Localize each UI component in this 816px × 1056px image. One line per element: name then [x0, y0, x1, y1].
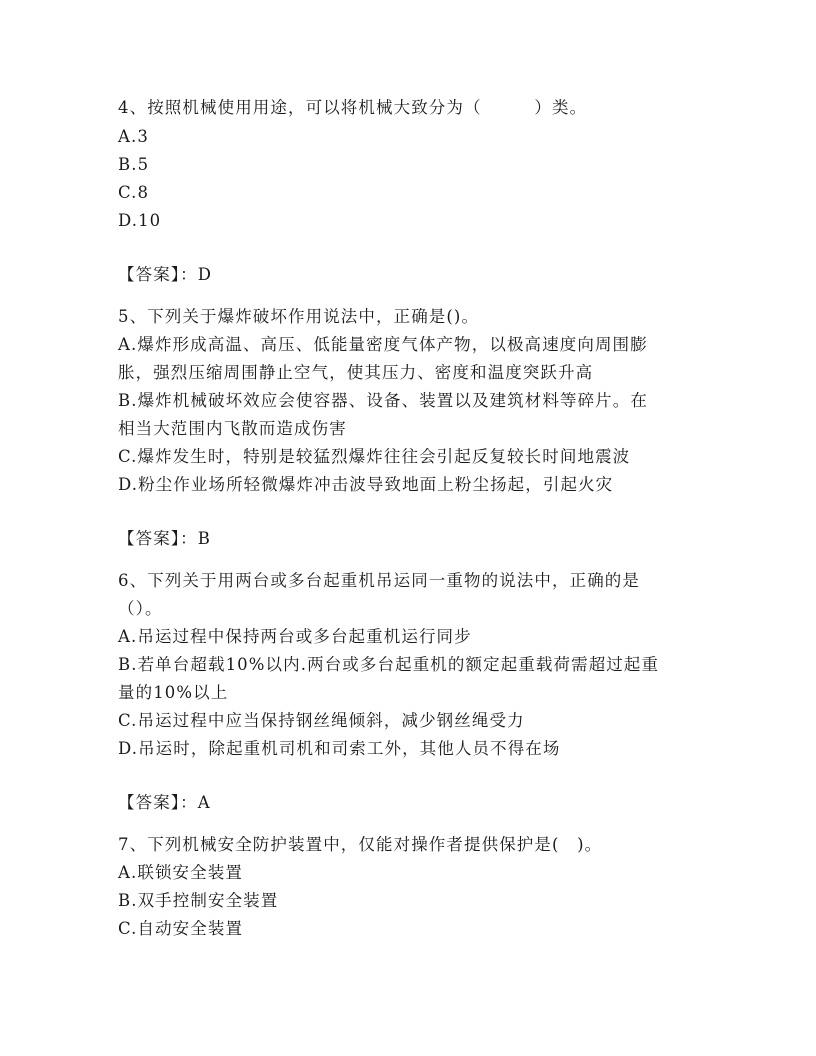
question-7-option-a: A.联锁安全装置 — [118, 863, 243, 882]
question-6-stem: 6、下列关于用两台或多台起重机吊运同一重物的说法中，正确的是 — [118, 571, 640, 590]
question-4-option-d: D.10 — [118, 211, 162, 230]
question-6-option-b: B.若单台超载10%以内.两台或多台起重机的额定起重载荷需超过起重 — [118, 655, 660, 674]
question-5-stem: 5、下列关于爆炸破坏作用说法中，正确是()。 — [118, 307, 480, 326]
question-5-answer: 【答案】：B — [118, 529, 211, 548]
question-7-stem: 7、下列机械安全防护装置中，仅能对操作者提供保护是( )。 — [118, 835, 603, 854]
question-6-option-c: C.吊运过程中应当保持钢丝绳倾斜，减少钢丝绳受力 — [118, 711, 525, 730]
question-4-stem: 4、按照机械使用用途，可以将机械大致分为（ ）类。 — [118, 98, 588, 117]
question-4-answer: 【答案】：D — [118, 265, 213, 284]
question-6-option-b-cont: 量的10%以上 — [118, 683, 229, 702]
question-5-option-d: D.粉尘作业场所轻微爆炸冲击波导致地面上粉尘扬起，引起火灾 — [118, 475, 614, 494]
question-6-stem-cont: （）。 — [118, 599, 163, 618]
question-5-option-b: B.爆炸机械破坏效应会使容器、设备、装置以及建筑材料等碎片。在 — [118, 391, 648, 410]
question-4-option-c: C.8 — [118, 183, 150, 202]
question-6-option-a: A.吊运过程中保持两台或多台起重机运行同步 — [118, 627, 472, 646]
question-7-option-b: B.双手控制安全装置 — [118, 891, 279, 910]
question-6-answer: 【答案】：A — [118, 793, 211, 812]
question-4-option-b: B.5 — [118, 155, 150, 174]
question-5-option-a: A.爆炸形成高温、高压、低能量密度气体产物，以极高速度向周围膨 — [118, 335, 648, 354]
question-6-option-d: D.吊运时，除起重机司机和司索工外，其他人员不得在场 — [118, 739, 561, 758]
question-5-option-c: C.爆炸发生时，特别是较猛烈爆炸往往会引起反复较长时间地震波 — [118, 447, 631, 466]
question-5-option-b-cont: 相当大范围内飞散而造成伤害 — [118, 419, 347, 438]
question-4-option-a: A.3 — [118, 127, 149, 146]
question-5-option-a-cont: 胀，强烈压缩周围静止空气，使其压力、密度和温度突跃升高 — [118, 363, 594, 382]
question-7-option-c: C.自动安全装置 — [118, 919, 244, 938]
